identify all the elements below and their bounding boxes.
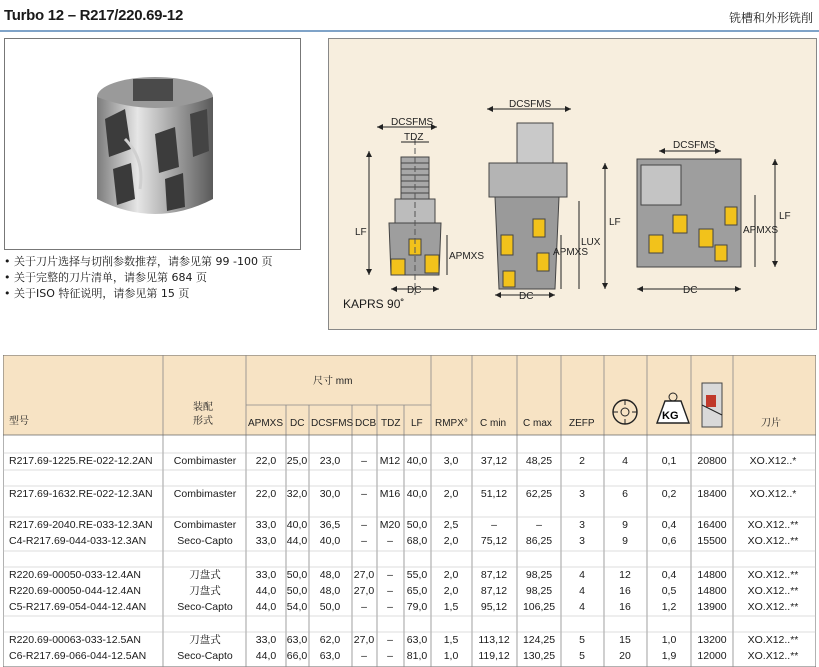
milling-cutter-image (5, 39, 300, 249)
dc-label-2: DC (519, 291, 534, 302)
table-cell-lf: 55,0 (406, 569, 428, 581)
table-cell-rmpx: 1,5 (443, 634, 459, 646)
table-cell-zefp: 3 (579, 519, 585, 531)
table-cell-kg: 1,2 (661, 601, 677, 613)
bullet-icon: • (4, 271, 11, 284)
col-dcsfms: DCSFMS (311, 418, 354, 429)
table-cell-lf: 68,0 (406, 535, 428, 547)
table-cell-kg: 0,4 (661, 519, 677, 531)
table-cell-kg: 0,2 (661, 488, 677, 500)
header-rule (0, 30, 819, 32)
table-cell-dcsfms: 62,0 (319, 634, 341, 646)
table-cell-insert: XO.X12..** (747, 519, 799, 531)
table-cell-dcb: 27,0 (353, 569, 375, 581)
dcsfms-label-1: DCSFMS (391, 117, 434, 128)
table-cell-code: 20800 (697, 455, 727, 467)
col-dc: DC (290, 418, 305, 429)
table-cell-dcsfms: 36,5 (319, 519, 341, 531)
table-cell-kg: 0,1 (661, 455, 677, 467)
table-cell-insert: XO.X12..** (747, 634, 799, 646)
product-photo (4, 38, 301, 250)
table-cell-cmax: 98,25 (525, 569, 553, 581)
apmxs-label-2: APMXS (553, 247, 589, 258)
table-cell-insert: XO.X12..** (747, 535, 799, 547)
table-cell-dc: 25,0 (286, 455, 308, 467)
table-cell-kg: 0,6 (661, 535, 677, 547)
shell-mill-drawing (637, 140, 791, 296)
table-cell-cmin: 95,12 (480, 601, 508, 613)
table-cell-zefp: 2 (579, 455, 585, 467)
table-cell-cmin: 51,12 (480, 488, 508, 500)
table-cell-kg: 1,9 (661, 650, 677, 662)
dimension-drawings (329, 39, 816, 329)
apmxs-label-1: APMXS (449, 251, 485, 262)
table-cell-apmxs: 22,0 (255, 455, 277, 467)
table-cell-max_rpm: 4 (622, 455, 628, 467)
table-cell-kg: 1,0 (661, 634, 677, 646)
table-cell-code: 13900 (697, 601, 727, 613)
table-cell-dcb: – (361, 535, 367, 547)
table-cell-tdz: M12 (379, 455, 401, 467)
table-cell-cmax: – (536, 519, 542, 531)
table-cell-zefp: 3 (579, 488, 585, 500)
lux-label: LUX (581, 237, 601, 248)
table-cell-rmpx: 1,5 (443, 601, 459, 613)
table-cell-mount: Combimaster (173, 519, 237, 531)
table-cell-code: 16400 (697, 519, 727, 531)
table-cell-rmpx: 1,0 (443, 650, 459, 662)
table-cell-max_rpm: 16 (619, 601, 631, 613)
table-cell-model: R217.69-1632.RE-022-12.3AN (9, 488, 153, 500)
table-cell-cmin: 119,12 (478, 650, 510, 662)
table-cell-code: 15500 (697, 535, 727, 547)
table-cell-mount: Seco-Capto (177, 535, 233, 547)
table-cell-tdz: M16 (379, 488, 401, 500)
table-cell-dc: 50,0 (286, 585, 308, 597)
table-cell-code: 14800 (697, 569, 727, 581)
table-cell-dcb: 27,0 (353, 585, 375, 597)
apmxs-label-3: APMXS (743, 225, 779, 236)
table-cell-cmax: 62,25 (525, 488, 553, 500)
table-cell-apmxs: 44,0 (255, 650, 277, 662)
table-cell-kg: 0,4 (661, 569, 677, 581)
table-cell-dc: 50,0 (286, 569, 308, 581)
lf-label-3: LF (779, 211, 791, 222)
table-cell-apmxs: 33,0 (255, 634, 277, 646)
table-cell-rmpx: 2,0 (443, 569, 459, 581)
table-cell-dcsfms: 23,0 (319, 455, 341, 467)
table-cell-mount: Seco-Capto (177, 650, 233, 662)
table-cell-cmin: 87,12 (480, 569, 508, 581)
table-cell-cmax: 106,25 (522, 601, 556, 613)
table-cell-max_rpm: 20 (619, 650, 631, 662)
table-cell-insert: XO.X12..* (749, 488, 797, 500)
table-cell-apmxs: 22,0 (255, 488, 277, 500)
table-cell-tdz: – (387, 650, 393, 662)
table-cell-dcb: – (361, 519, 367, 531)
table-cell-apmxs: 44,0 (255, 585, 277, 597)
col-mount-line2: 形式 (193, 416, 213, 427)
table-cell-rmpx: 2,5 (443, 519, 459, 531)
product-table (3, 355, 816, 667)
note-item: • 关于完整的刀片清单，请参见第 684 页 (4, 271, 207, 284)
table-cell-zefp: 5 (579, 650, 585, 662)
table-cell-rmpx: 2,0 (443, 535, 459, 547)
table-cell-dcsfms: 63,0 (319, 650, 341, 662)
table-cell-lf: 79,0 (406, 601, 428, 613)
table-cell-model: C5-R217.69-054-044-12.4AN (9, 601, 147, 613)
table-cell-lf: 40,0 (406, 455, 428, 467)
table-cell-kg: 0,5 (661, 585, 677, 597)
notes-list (4, 254, 272, 302)
dcsfms-label-3: DCSFMS (673, 140, 716, 151)
table-cell-lf: 65,0 (406, 585, 428, 597)
table-cell-lf: 63,0 (406, 634, 428, 646)
table-cell-model: C6-R217.69-066-044-12.5AN (9, 650, 147, 662)
col-zefp: ZEFP (569, 418, 595, 429)
table-cell-mount: 刀盘式 (189, 585, 221, 597)
col-tdz: TDZ (381, 418, 401, 429)
table-cell-dc: 54,0 (286, 601, 308, 613)
table-cell-dcsfms: 40,0 (319, 535, 341, 547)
table-cell-model: C4-R217.69-044-033-12.3AN (9, 535, 147, 547)
table-cell-dcsfms: 48,0 (319, 585, 341, 597)
table-cell-insert: XO.X12..* (749, 455, 797, 467)
table-cell-dcb: – (361, 455, 367, 467)
col-insert: 刀片 (761, 418, 781, 429)
table-cell-model: R220.69-00063-033-12.5AN (9, 634, 141, 646)
table-cell-dc: 40,0 (286, 519, 308, 531)
table-cell-max_rpm: 15 (619, 634, 631, 646)
table-cell-cmin: 75,12 (480, 535, 508, 547)
table-cell-max_rpm: 12 (619, 569, 631, 581)
table-cell-cmax: 86,25 (525, 535, 553, 547)
table-cell-tdz: M20 (379, 519, 401, 531)
col-apmxs: APMXS (248, 418, 284, 429)
table-cell-zefp: 4 (579, 585, 585, 597)
table-cell-apmxs: 33,0 (255, 535, 277, 547)
table-cell-insert: XO.X12..** (747, 585, 799, 597)
table-cell-dc: 66,0 (286, 650, 308, 662)
table-cell-cmin: 113,12 (478, 634, 510, 646)
table-cell-rmpx: 3,0 (443, 455, 459, 467)
table-cell-cmin: – (491, 519, 497, 531)
table-cell-insert: XO.X12..** (747, 601, 799, 613)
table-cell-dc: 32,0 (286, 488, 308, 500)
table-cell-tdz: – (387, 601, 393, 613)
note-item: • 关于ISO 特征说明，请参见第 15 页 (4, 287, 190, 300)
table-grid (3, 355, 816, 667)
col-model: 型号 (9, 416, 29, 427)
table-cell-tdz: – (387, 585, 393, 597)
dimension-diagram (328, 38, 817, 330)
table-cell-apmxs: 44,0 (255, 601, 277, 613)
table-cell-lf: 50,0 (406, 519, 428, 531)
table-cell-max_rpm: 9 (622, 535, 628, 547)
table-cell-model: R220.69-00050-033-12.4AN (9, 569, 141, 581)
svg-text:KG: KG (662, 410, 679, 422)
col-lf: LF (411, 418, 423, 429)
table-cell-code: 18400 (697, 488, 727, 500)
bullet-icon: • (4, 255, 11, 268)
table-cell-mount: 刀盘式 (189, 569, 221, 581)
tdz-label: TDZ (404, 132, 424, 143)
table-cell-dcb: – (361, 601, 367, 613)
table-cell-dc: 63,0 (286, 634, 308, 646)
table-cell-insert: XO.X12..** (747, 650, 799, 662)
table-cell-max_rpm: 6 (622, 488, 628, 500)
table-cell-model: R217.69-1225.RE-022-12.2AN (9, 455, 153, 467)
table-cell-model: R220.69-00050-044-12.4AN (9, 585, 141, 597)
table-cell-zefp: 4 (579, 569, 585, 581)
seco-capto-drawing (487, 99, 621, 302)
table-cell-mount: 刀盘式 (189, 634, 221, 646)
table-cell-code: 14800 (697, 585, 727, 597)
table-cell-cmax: 124,25 (522, 634, 556, 646)
table-cell-lf: 40,0 (406, 488, 428, 500)
table-cell-tdz: – (387, 634, 393, 646)
lf-label-1: LF (355, 227, 367, 238)
combimaster-drawing (355, 117, 484, 296)
table-cell-tdz: – (387, 569, 393, 581)
col-dcb: DCB (355, 418, 377, 429)
col-mount-line1: 装配 (193, 402, 213, 413)
table-cell-code: 13200 (697, 634, 727, 646)
table-cell-rmpx: 2,0 (443, 488, 459, 500)
table-cell-max_rpm: 9 (622, 519, 628, 531)
page-title: Turbo 12 – R217/220.69-12 (4, 7, 183, 24)
table-cell-cmax: 48,25 (525, 455, 553, 467)
dcsfms-label-2: DCSFMS (509, 99, 552, 110)
table-cell-insert: XO.X12..** (747, 569, 799, 581)
table-cell-dcb: 27,0 (353, 634, 375, 646)
table-cell-mount: Combimaster (173, 455, 237, 467)
table-cell-cmax: 98,25 (525, 585, 553, 597)
table-cell-mount: Seco-Capto (177, 601, 233, 613)
table-cell-mount: Combimaster (173, 488, 237, 500)
table-cell-apmxs: 33,0 (255, 569, 277, 581)
table-cell-model: R217.69-2040.RE-033-12.3AN (9, 519, 153, 531)
table-cell-dcsfms: 30,0 (319, 488, 341, 500)
table-cell-code: 12000 (697, 650, 727, 662)
category-label: 铣槽和外形铣削 (728, 11, 813, 25)
table-cell-zefp: 4 (579, 601, 585, 613)
col-rmpx: RMPX° (435, 418, 468, 429)
table-cell-cmin: 37,12 (480, 455, 508, 467)
col-cmax: C max (523, 418, 552, 429)
table-cell-apmxs: 33,0 (255, 519, 277, 531)
table-cell-dcb: – (361, 488, 367, 500)
table-cell-tdz: – (387, 535, 393, 547)
note-item: • 关于刀片选择与切削参数推荐，请参见第 99 -100 页 (4, 255, 273, 268)
dc-label-3: DC (683, 285, 698, 296)
table-cell-cmax: 130,25 (522, 650, 556, 662)
dc-label-1: DC (407, 285, 422, 296)
tool-holder-icon (702, 383, 722, 427)
bullet-icon: • (4, 287, 11, 300)
table-cell-dcb: – (361, 650, 367, 662)
table-cell-lf: 81,0 (406, 650, 428, 662)
kaprs-label: KAPRS 90˚ (343, 297, 405, 311)
lf-label-2: LF (609, 217, 621, 228)
table-cell-dc: 44,0 (286, 535, 308, 547)
table-cell-zefp: 5 (579, 634, 585, 646)
table-cell-cmin: 87,12 (480, 585, 508, 597)
table-cell-rmpx: 2,0 (443, 585, 459, 597)
table-cell-zefp: 3 (579, 535, 585, 547)
table-cell-max_rpm: 16 (619, 585, 631, 597)
col-size-group: 尺寸 mm (313, 376, 353, 387)
col-cmin: C min (480, 418, 507, 429)
table-cell-dcsfms: 50,0 (319, 601, 341, 613)
table-cell-dcsfms: 48,0 (319, 569, 341, 581)
